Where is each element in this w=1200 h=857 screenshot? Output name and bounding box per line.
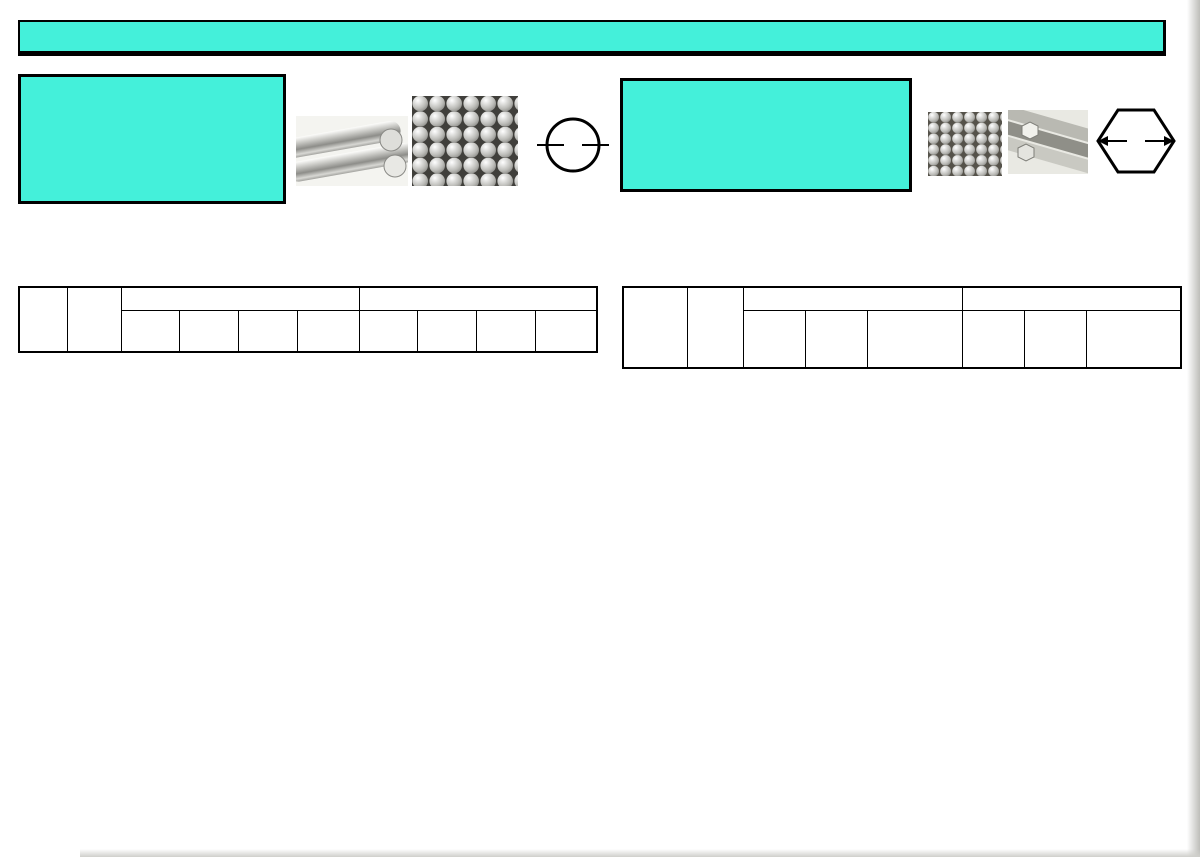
rounds-col-header-diam <box>19 287 67 352</box>
across-flats-diagram <box>1092 102 1180 180</box>
col-header-4mtr-japan <box>962 311 1024 369</box>
rounds-col-header-kgs <box>67 287 121 352</box>
diameter-diagram <box>536 110 610 176</box>
label-backing <box>564 132 582 154</box>
col-header-4mtr-japan <box>359 311 417 353</box>
label-backing <box>1127 128 1145 152</box>
hex-group-header-sus304 <box>962 287 1181 311</box>
col-header-12feet-usa <box>476 311 535 353</box>
hex-col-header-across-flats <box>623 287 687 368</box>
scan-edge-bottom <box>80 849 1200 857</box>
col-header-6mtr-singapore <box>297 311 359 353</box>
hex-bars-photo <box>1008 110 1088 174</box>
hex-group-header-sus430 <box>743 287 962 311</box>
rounds-infobox <box>18 74 286 204</box>
hex-bars-bundle-photo <box>928 112 1002 176</box>
hexagons-table <box>622 286 1182 369</box>
col-header-3mtr-europe <box>179 311 238 353</box>
rounds-group-header-sus304 <box>359 287 597 311</box>
col-header-4mtr-japan <box>121 311 179 353</box>
col-header-12feet-usa-singapore <box>867 311 962 369</box>
rounds-group-header-sus430 <box>121 287 359 311</box>
col-header-12feet-usa <box>238 311 297 353</box>
scan-edge-right <box>1187 0 1200 857</box>
col-header-3mtr-europe <box>805 311 867 369</box>
hexagons-infobox <box>620 78 912 192</box>
col-header-4mtr-japan <box>743 311 805 369</box>
round-bars-photo <box>296 116 408 186</box>
hex-col-header-kgs <box>687 287 743 368</box>
col-header-3mtr-europe <box>417 311 476 353</box>
col-header-12feet-usa-singapore <box>1086 311 1181 369</box>
round-bars-bundle-photo <box>412 96 518 186</box>
col-header-3mtr-europe <box>1024 311 1086 369</box>
col-header-6mtr-singapore <box>535 311 597 353</box>
banner <box>18 20 1166 56</box>
rounds-table <box>18 286 598 353</box>
